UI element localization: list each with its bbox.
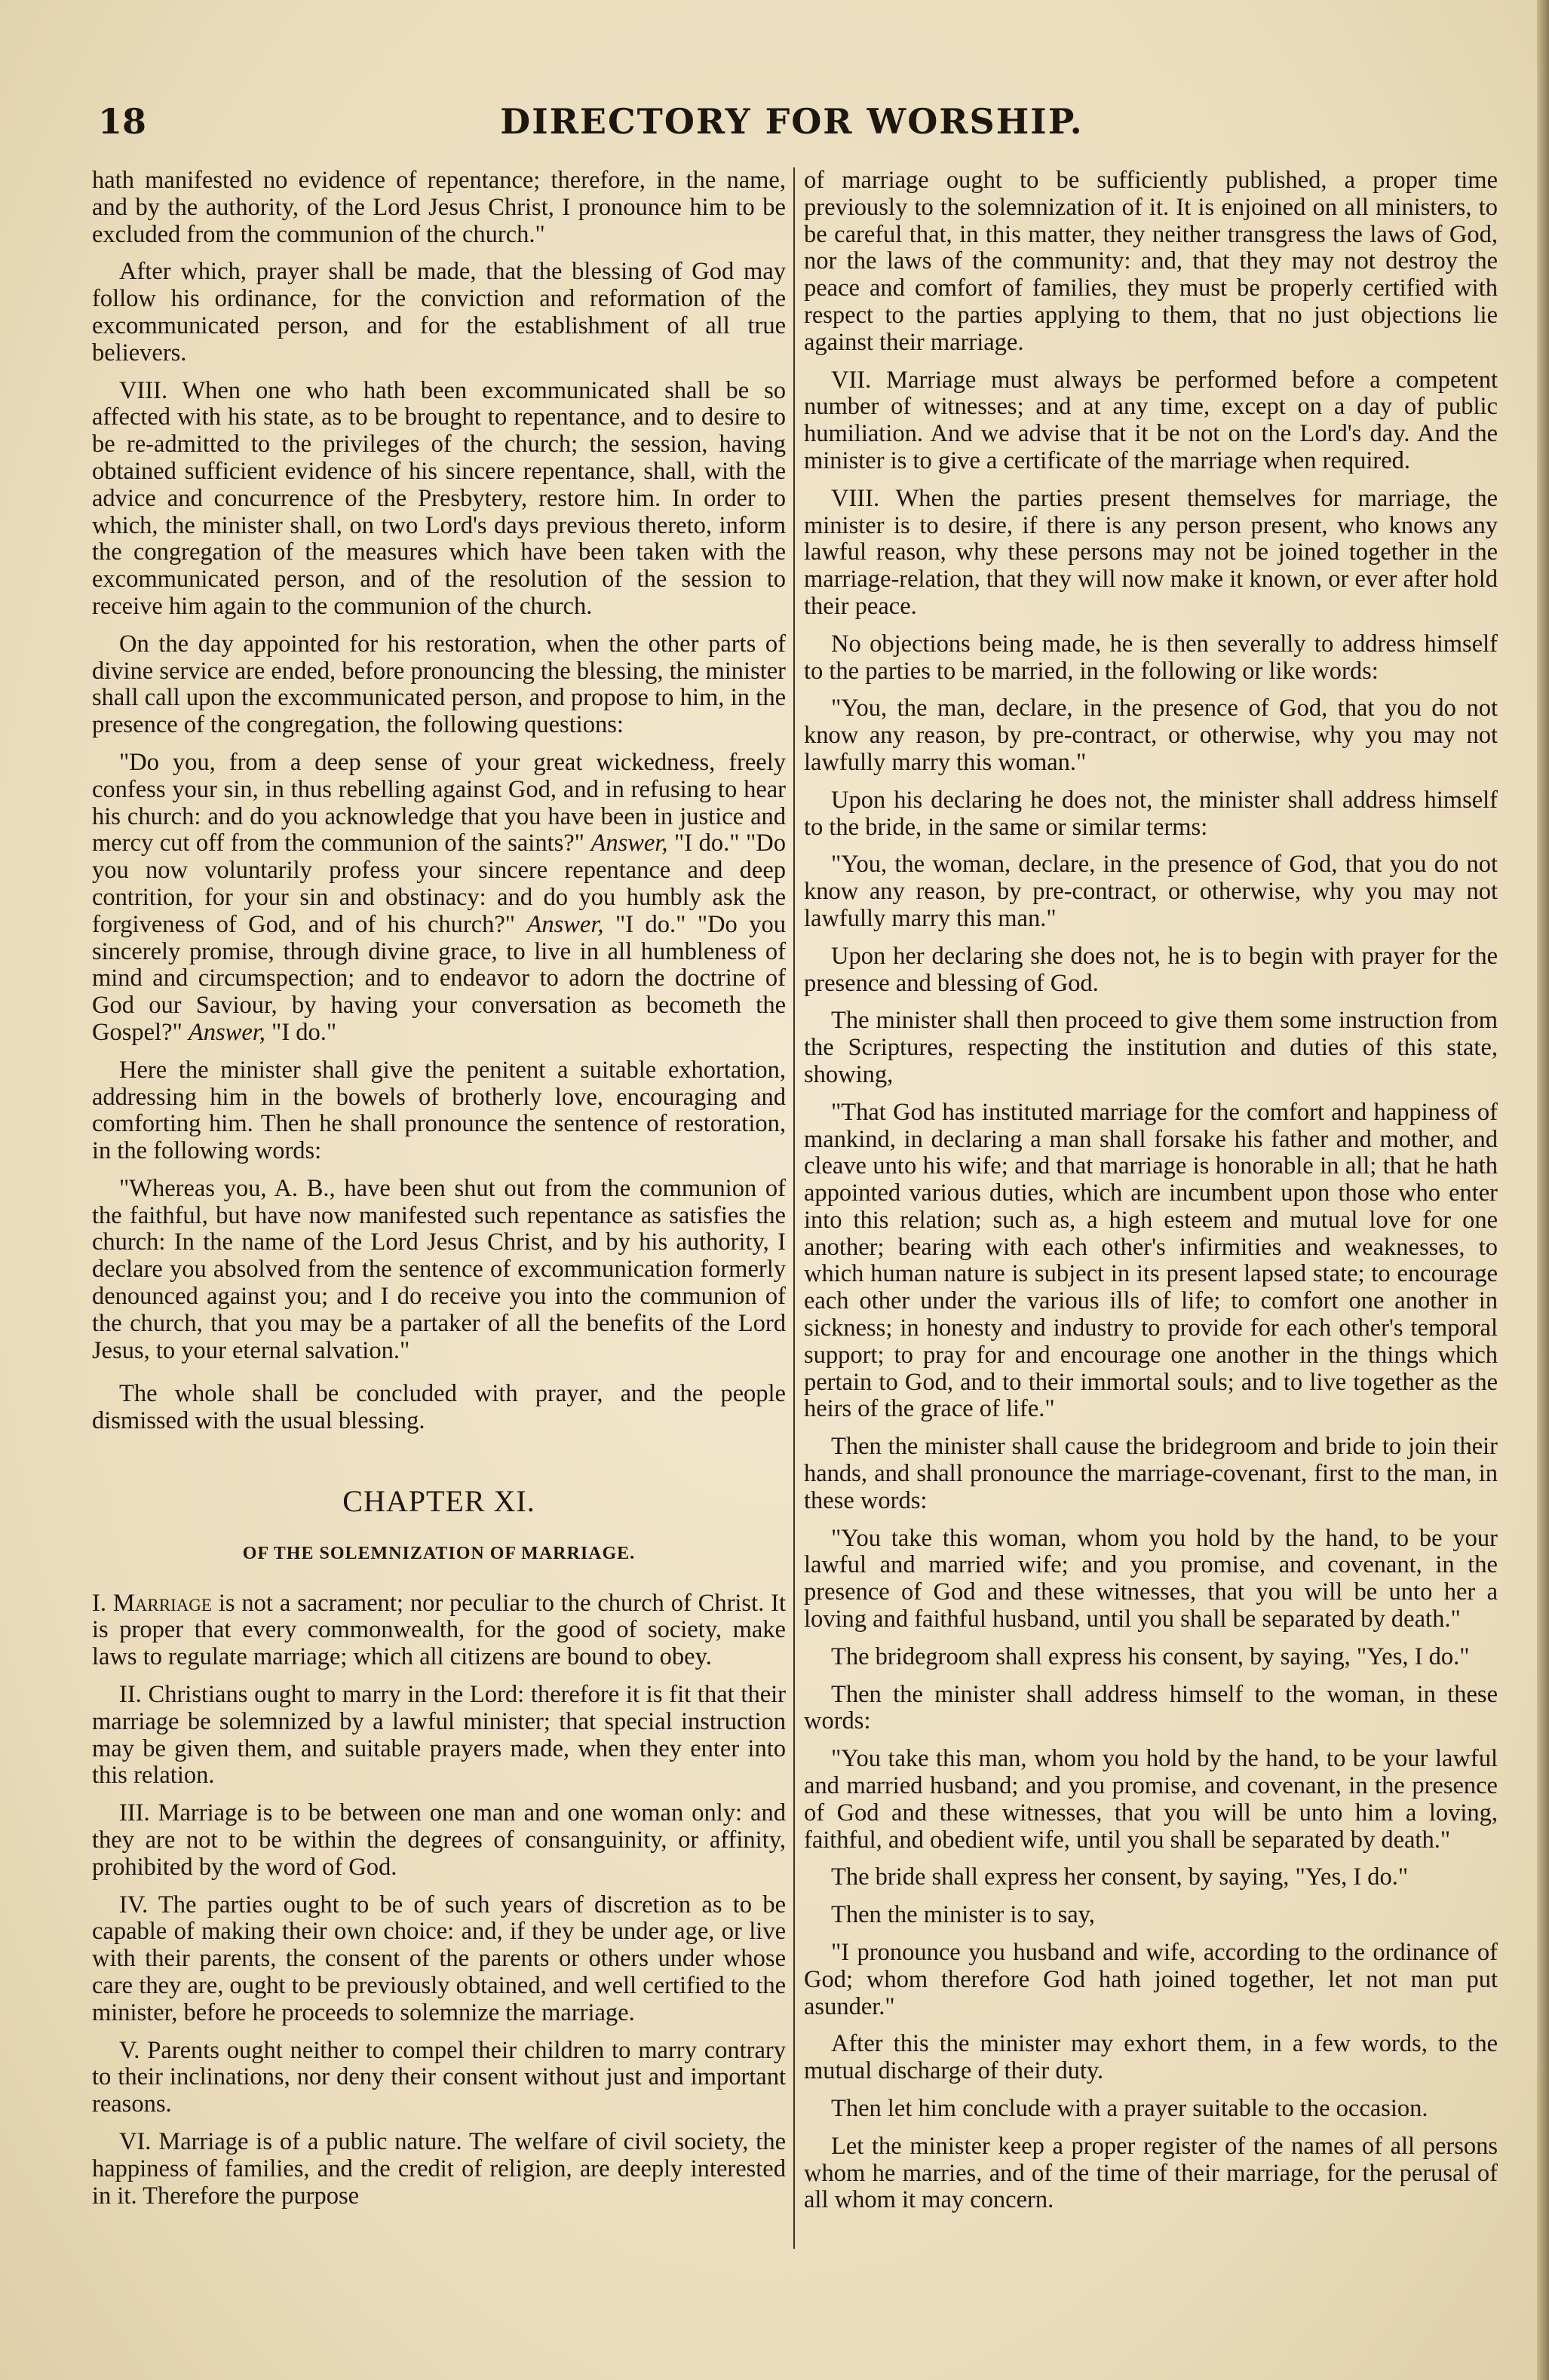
paragraph: VII. Marriage must always be performed before a competent number of witnesses; and at any time, except on a day of public humiliation. And we advise that it be not on the Lord's day. And the minister is to give a certificate of the marriage when required. [804,366,1498,474]
chapter-title: CHAPTER XI. [342,1484,535,1519]
paragraph: Then the minister shall address himself to the woman, in these words: [804,1680,1498,1735]
paragraph: VIII. When one who hath been excommunicated shall be so affected with his state, as to be brought to repentance, and to desire to be re-admitted to the privileges of the church; the session, having obtained sufficient evidence of his sincere repentance, shall, with the advice and concurrence of the Presbytery, restore him. In order to which, the minister shall, on two Lord's days previous thereto, inform the congregation of the measures which have been taken with the excommunicated person, and of the resolution of the session to receive him again to the communion of the church. [92,376,786,620]
question-text: "Do you, from a deep sense of your great wickedness, freely confess your sin, in thus rebelling against God, and in refusing to hear his church: and do you acknowledge that you have been in justice and mercy cut off from the communion of the saints?" [92,748,786,857]
left-column [92,167,786,2220]
paragraph: hath manifested no evidence of repentance; therefore, in the name, and by the authority, of the Lord Jesus Christ, I pronounce him to be excluded from the communion of the church." [92,167,786,248]
page-edge [1537,0,1549,2380]
paragraph: The minister shall then proceed to give them some instruction from the Scriptures, respecting the institution and duties of this state, showing, [804,1007,1498,1088]
question-text: "I do." [271,1018,337,1046]
question-paragraph [92,750,786,1047]
column-divider [793,167,795,2249]
page-number: 18 [98,101,147,142]
paragraph: "Whereas you, A. B., have been shut out from the communion of the faithful, but have now manifested such repentance as satisfies the church: In the name of the Lord Jesus Christ, and by his authority, I declare you absolved from the sentence of excommunication formerly denounced against you; and I do receive you into the communion of the church, that you may be a partaker of all the benefits of the Lord Jesus, to your eternal salvation." [92,1174,786,1364]
paragraph: of marriage ought to be sufficiently published, a proper time previously to the solemnization of it. It is enjoined on all ministers, to be careful that, in this matter, they neither transgress the laws of God, nor the laws of the community: and, that they may not destroy the peace and comfort of families, they must be properly certified with respect to the parties applying to them, that no just objections lie against their marriage. [804,167,1498,356]
paragraph: On the day appointed for his restoration, when the other parts of divine service are ended, before pronouncing the blessing, the minister shall call upon the excommunicated person, and propose to him, in the presence of the congregation, the following questions: [92,630,786,739]
paragraph: "You take this woman, whom you hold by the hand, to be your lawful and married wife; and you promise, and covenant, in the presence of God and these witnesses, that you will be unto her a loving and faithful husband, until you shall be separated by death." [804,1524,1498,1633]
answer-label: Answer, [526,910,604,938]
paragraph: The whole shall be concluded with prayer, and the people dismissed with the usual blessing. [92,1380,786,1435]
paragraph: VIII. When the parties present themselves for marriage, the minister is to desire, if there is any person present, who knows any lawful reason, why these persons may not be joined together in the marriage-relation, that they will now make it known, or ever after hold their peace. [804,484,1498,620]
question-text: "I do." "Do you now voluntarily profess your sincere repentance and deep contrition, for your sin and obstinacy: and do you humbly ask the forgiveness of God, and of his church?" [92,830,787,938]
paragraph: After which, prayer shall be made, that the blessing of God may follow his ordinance, for the conviction and reformation of the excommunicated person, and for the establishment of all true believers. [92,258,786,367]
paragraph: Upon his declaring he does not, the minister shall address himself to the bride, in the same or similar terms: [804,786,1498,841]
section-paragraph: V. Parents ought neither to compel their children to marry contrary to their inclinations, nor deny their consent without just and important reasons. [92,2036,786,2118]
answer-label: Answer, [188,1018,265,1046]
paragraph: "You take this man, whom you hold by the hand, to be your lawful and married husband; and you promise, and covenant, in the presence of God and these witnesses, that you will be unto him a loving, faithful, and obedient wife, until you shall be separated by death." [804,1745,1498,1854]
paragraph: Here the minister shall give the penitent a suitable exhortation, addressing him in the bowels of brotherly love, encouraging and comforting him. Then he shall pronounce the sentence of restoration, in the following words: [92,1056,786,1165]
paragraph: Upon her declaring she does not, he is to begin with prayer for the presence and blessing of God. [804,942,1498,997]
answer-label: Answer, [590,830,668,857]
paragraph: Let the minister keep a proper register of the names of all persons whom he marries, and of the time of their marriage, for the perusal of all whom it may concern. [804,2132,1498,2214]
paragraph: "You, the woman, declare, in the presence of God, that you do not know any reason, by pre-contract, or otherwise, why you may not lawfully marry this man." [804,851,1498,932]
section-paragraph: III. Marriage is to be between one man and one woman only: and they are not to be within the degrees of consanguinity, or affinity, prohibited by the word of God. [92,1799,786,1881]
section-paragraph: II. Christians ought to marry in the Lord: therefore it is fit that their marriage be solemnized by a lawful minister; that special instruction may be given them, and suitable prayers made, when they enter into this relation. [92,1681,786,1790]
section-lead: I. Marriage [92,1589,212,1617]
paragraph: "I pronounce you husband and wife, according to the ordinance of God; whom therefore God hath joined together, let not man put asunder." [804,1939,1498,2020]
paragraph: The bride shall express her consent, by saying, "Yes, I do." [831,1863,1409,1891]
paragraph: After this the minister may exhort them, in a few words, to the mutual discharge of their duty. [804,2030,1498,2085]
running-title: DIRECTORY FOR WORSHIP. [500,101,1084,142]
section-paragraph: VI. Marriage is of a public nature. The welfare of civil society, the happiness of families, and the credit of religion, are deeply interested in it. Therefore the purpose [92,2128,786,2210]
paragraph: Then the minister shall cause the bridegroom and bride to join their hands, and shall pronounce the marriage-covenant, first to the man, in these words: [804,1433,1498,1514]
paragraph: The bridegroom shall express his consent, by saying, "Yes, I do." [831,1642,1470,1670]
right-column [804,167,1498,2225]
section-paragraph [92,1590,786,1671]
paragraph: "You, the man, declare, in the presence of God, that you do not know any reason, by pre-contract, or otherwise, why you may not lawfully marry this woman." [804,695,1498,776]
section-paragraph: IV. The parties ought to be of such years of discretion as to be capable of making their own choice: and, if they be under age, or live with their parents, the consent of the parents or others under whose care they are, ought to be previously obtained, and well certified to the minister, before he proceeds to solemnize the marriage. [92,1891,786,2026]
section-text: is not a sacrament; nor peculiar to the church of Christ. It is proper that every commonwealth, for the good of society, make laws to regulate marriage; which all citizens are bound to obey. [92,1589,786,1671]
page-header [90,90,1493,151]
paragraph: "That God has instituted marriage for the comfort and happiness of mankind, in declaring a man shall forsake his father and mother, and cleave unto his wife; and that marriage is honorable in all; that he hath appointed various duties, which are incumbent upon those who enter into this relation; such as, a high esteem and mutual love for one another; bearing with each other's infirmities and weaknesses, to which human nature is subject in its present lapsed state; to encourage each other under the various ills of life; to comfort one another in sickness; in honesty and industry to provide for each other's temporal support; to pray for and encourage one another in the things which pertain to God, and to their immortal souls; and to live together as the heirs of the grace of life." [804,1098,1498,1423]
question-text: "I do." "Do you sincerely promise, through divine grace, to live in all humbleness of mind and circumspection; and to endeavor to adorn the doctrine of God our Saviour, by having your conversation as becometh the Gospel?" [92,910,786,1046]
paragraph: Then the minister is to say, [831,1901,1095,1929]
chapter-subtitle: OF THE SOLEMNIZATION OF MARRIAGE. [242,1543,636,1563]
paragraph: No objections being made, he is then severally to address himself to the parties to be married, in the following or like words: [804,630,1498,685]
paragraph: Then let him conclude with a prayer suitable to the occasion. [831,2095,1428,2122]
